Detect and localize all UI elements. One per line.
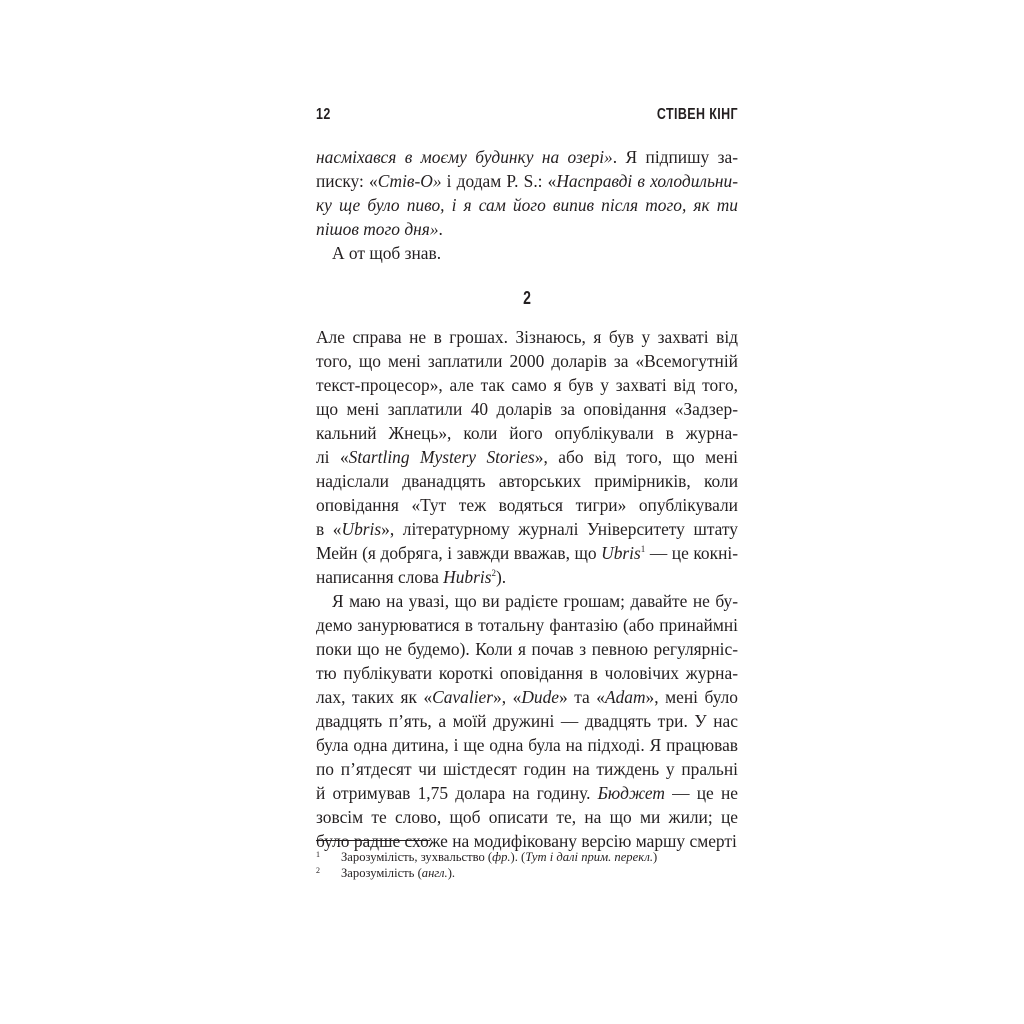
text-line [316,541,738,565]
text-run: ку ще було пиво, і я сам його випив після того, як ти [316,195,738,215]
text-line [316,805,738,829]
text-run: і додам P. S.: « [441,171,557,191]
text-run: пішов того дня» [316,219,439,239]
text-line [316,145,738,169]
text-line [316,445,738,469]
text-run: того, що мені заплатили 2000 доларів за «Всемогутній [316,351,738,371]
text-run: надіслали дванадцять авторських примірників, коли [316,471,738,491]
footnote-reference: 1 [640,544,646,554]
text-run: Startling Mystery Stories [348,447,535,467]
text-run: що мені заплатили 40 доларів за оповідання «Задзер- [316,399,738,419]
text-run: в « [316,519,342,539]
page-number: 12 [316,106,331,123]
text-run: Ubris [341,519,382,539]
text-run: ) [652,850,658,864]
text-line [316,193,738,217]
text-line [316,373,738,397]
text-line [316,517,738,541]
chapter-number: 2 [523,288,531,308]
text-line [316,421,738,445]
text-run: написання слова [316,567,444,587]
text-run: тю публікувати короткі оповідання в чоловічих журна- [316,663,738,683]
text-line [316,781,738,805]
text-run: Бюджет [597,783,665,803]
text-line [316,565,738,589]
footnote-reference: 2 [491,568,496,578]
text-run: ). [447,866,456,880]
text-run: було радше схоже на модифіковану версію маршу смерті [316,831,737,851]
text-run: Насправді в холодильни- [556,171,738,191]
text-line [316,469,738,493]
text-run: », « [493,687,522,707]
text-line [316,685,738,709]
footnote-number: 1 [316,850,320,859]
text-run: А от щоб знав. [332,243,442,263]
text-line [316,757,738,781]
text-run: » та « [558,687,605,707]
text-line [316,709,738,733]
text-run: . [438,219,443,239]
text-run: по п’ятдесят чи шістдесят годин на тиждень у пральні [316,759,738,779]
text-line [316,661,738,685]
text-run: двадцять п’ять, а моїй дружині — двадцять три. У нас [316,711,738,731]
text-run: текст-процесор», але так само я був у захваті від того, [316,375,738,395]
text-line [316,493,738,517]
text-line [316,325,738,349]
text-run: зовсім те слово, щоб описати те, на що ми жили; це [316,807,738,827]
text-run: Cavalier [432,687,494,707]
text-line [316,637,738,661]
running-title: СТІВЕН КІНГ [656,106,738,123]
text-line [316,397,738,421]
text-run: ). ( [510,850,526,864]
text-line [316,589,738,613]
text-run: демо занурюватися в тотальну фантазію (або принаймні [316,615,738,635]
text-run: ). [496,567,507,587]
text-run: оповідання «Тут теж водяться тигри» опублікували [316,495,738,515]
text-run: була одна дитина, і ще одна була на підході. Я працював [316,735,738,755]
text-run: », або від того, що мені [534,447,739,467]
text-run: Зарозумілість ( [341,866,422,880]
text-run: Hubris [443,567,492,587]
text-run: . Я підпишу за- [612,147,738,167]
text-run: писку: « [316,171,378,191]
text-run: — це не [664,783,738,803]
text-run: Зарозумілість, зухвальство ( [341,850,493,864]
text-run: Dude [521,687,559,707]
text-run: Adam [604,687,646,707]
text-run: кальний Жнець», коли його опублікували в журна- [316,423,738,443]
text-run: й отримував 1,75 долара на годину. [316,783,598,803]
text-run: фр. [492,850,511,864]
text-line [316,349,738,373]
text-line [316,217,738,241]
text-run: Ubris [601,543,641,563]
text-line [316,241,738,265]
footnote [316,863,455,881]
text-run: Мейн (я добряга, і завжди вважав, що [316,543,602,563]
text-run: Стів-О» [377,171,442,191]
footnote-number: 2 [316,866,320,875]
text-run: », літературному журналі Університету штату [381,519,738,539]
text-run: », мені було [645,687,739,707]
text-run: поки що не будемо). Коли я почав з певною регулярніс- [316,639,738,659]
text-run: насміхався в моєму будинку на озері» [316,147,613,167]
footnote-divider [316,840,430,841]
text-run: Тут і далі прим. перекл. [525,850,653,864]
text-line [316,613,738,637]
text-run: англ. [421,866,448,880]
text-run: лах, таких як « [316,687,433,707]
text-run: Я маю на увазі, що ви радієте грошам; давайте не бу- [332,591,738,611]
text-run: Але справа не в грошах. Зізнаюсь, я був у захваті від [316,327,738,347]
text-line [316,733,738,757]
text-line [316,169,738,193]
text-run: лі « [316,447,349,467]
text-run: — це кокні- [645,543,738,563]
